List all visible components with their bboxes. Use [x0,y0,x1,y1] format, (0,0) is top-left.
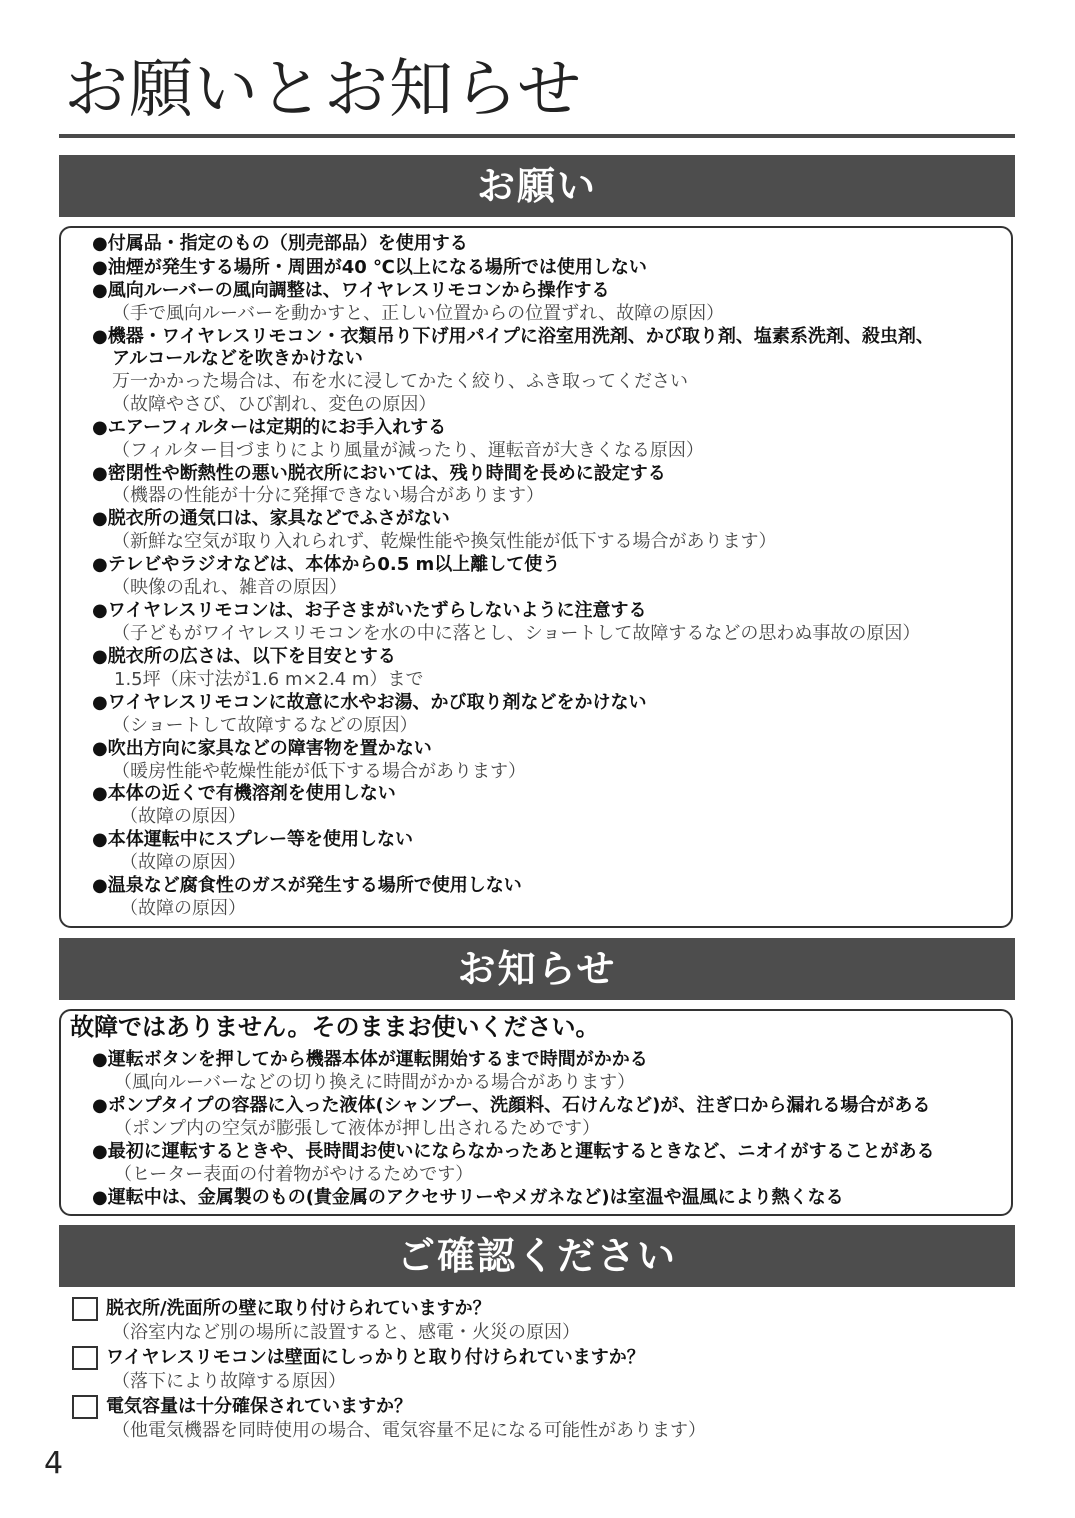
request-line: ●本体の近くで有機溶剤を使用しない [92,783,396,804]
confirm-checkbox[interactable] [72,1297,98,1321]
notice-line: （ヒーター表面の付着物がやけるためです） [114,1164,474,1185]
request-line: ●吹出方向に家具などの障害物を置かない [92,738,432,759]
request-line: （映像の乱れ、雑音の原因） [112,577,348,598]
request-line: （子どもがワイヤレスリモコンを水の中に落とし、ショートして故障するなどの思わぬ事故の原因） [112,623,921,644]
request-line: （ショートして故障するなどの原因） [112,715,418,736]
request-line: アルコールなどを吹きかけない [112,348,363,369]
page-number: 4 [44,1446,64,1481]
confirm-question: 脱衣所/洗面所の壁に取り付けられていますか？ [106,1298,491,1319]
notice-line: ●運転中は、金属製のもの(貴金属のアクセサリーやメガネなど)は室温や温風により熱くなる [92,1187,844,1208]
notice-line: ●最初に運転するときや、長時間お使いにならなかったあと運転するときなど、ニオイがすることがある [92,1141,935,1162]
request-line: （機器の性能が十分に発揮できない場合があります） [112,485,544,506]
confirm-checkbox[interactable] [72,1346,98,1370]
title-rule [59,134,1015,138]
page-title: お願いとお知らせ [64,53,583,127]
notice-line: （ポンプ内の空気が膨張して液体が押し出されるためです） [114,1118,600,1139]
request-line: （新鮮な空気が取り入れられず、乾燥性能や換気性能が低下する場合があります） [112,531,777,552]
request-line: （手で風向ルーバーを動かすと、正しい位置からの位置ずれ、故障の原因） [112,303,725,324]
notice-lead: 故障ではありません。そのままお使いください。 [70,1013,600,1041]
notice-line: ●運転ボタンを押してから機器本体が運転開始するまで時間がかかる [92,1049,648,1070]
request-line: ●ワイヤレスリモコンは、お子さまがいたずらしないように注意する [92,600,647,621]
request-line: 1.5坪（床寸法が1.6 m×2.4 m）まで [114,669,424,690]
request-line: （故障の原因） [120,898,246,919]
request-line: ●機器・ワイヤレスリモコン・衣類吊り下げ用パイプに浴室用洗剤、かび取り剤、塩素系洗剤、殺虫剤、 [92,326,934,347]
request-line: ●温泉など腐食性のガスが発生する場所で使用しない [92,875,522,896]
notice-line: （風向ルーバーなどの切り換えに時間がかかる場合があります） [114,1072,636,1093]
request-line: ●テレビやラジオなどは、本体から0.5 m以上離して使う [92,554,561,575]
request-line: ●脱衣所の通気口は、家具などでふさがない [92,508,450,529]
request-section-header: お願い [59,155,1015,217]
request-line: ●風向ルーバーの風向調整は、ワイヤレスリモコンから操作する [92,280,610,301]
confirm-note: （落下により故障する原因） [112,1371,346,1392]
confirm-checkbox[interactable] [72,1395,98,1419]
confirm-section-header: ご確認ください [59,1225,1015,1287]
request-line: （故障やさび、ひび割れ、変色の原因） [112,394,437,415]
confirm-question: ワイヤレスリモコンは壁面にしっかりと取り付けられていますか？ [106,1347,645,1368]
request-line: （故障の原因） [120,806,246,827]
request-line: （故障の原因） [120,852,246,873]
confirm-note: （他電気機器を同時使用の場合、電気容量不足になる可能性があります） [112,1420,706,1441]
request-line: （フィルター目づまりにより風量が減ったり、運転音が大きくなる原因） [112,440,704,461]
request-line: ●油煙が発生する場所・周囲が40 ℃以上になる場所では使用しない [92,257,647,278]
request-line: ●ワイヤレスリモコンに故意に水やお湯、かび取り剤などをかけない [92,692,647,713]
request-line: ●密閉性や断熱性の悪い脱衣所においては、残り時間を長めに設定する [92,463,666,484]
request-line: （暖房性能や乾燥性能が低下する場合があります） [112,761,526,782]
confirm-question: 電気容量は十分確保されていますか？ [106,1396,412,1417]
notice-section-header: お知らせ [59,938,1015,1000]
notice-line: ●ポンプタイプの容器に入った液体(シャンプー、洗顔料、石けんなど)が、注ぎ口から漏れる場合がある [92,1095,931,1116]
request-line: 万一かかった場合は、布を水に浸してかたく絞り、ふき取ってください [112,371,688,392]
confirm-note: （浴室内など別の場所に設置すると、感電・火災の原因） [112,1322,580,1343]
request-line: ●エアーフィルターは定期的にお手入れする [92,417,447,438]
request-line: ●付属品・指定のもの（別売部品）を使用する [92,233,468,254]
request-line: ●脱衣所の広さは、以下を目安とする [92,646,396,667]
request-line: ●本体運転中にスプレー等を使用しない [92,829,413,850]
